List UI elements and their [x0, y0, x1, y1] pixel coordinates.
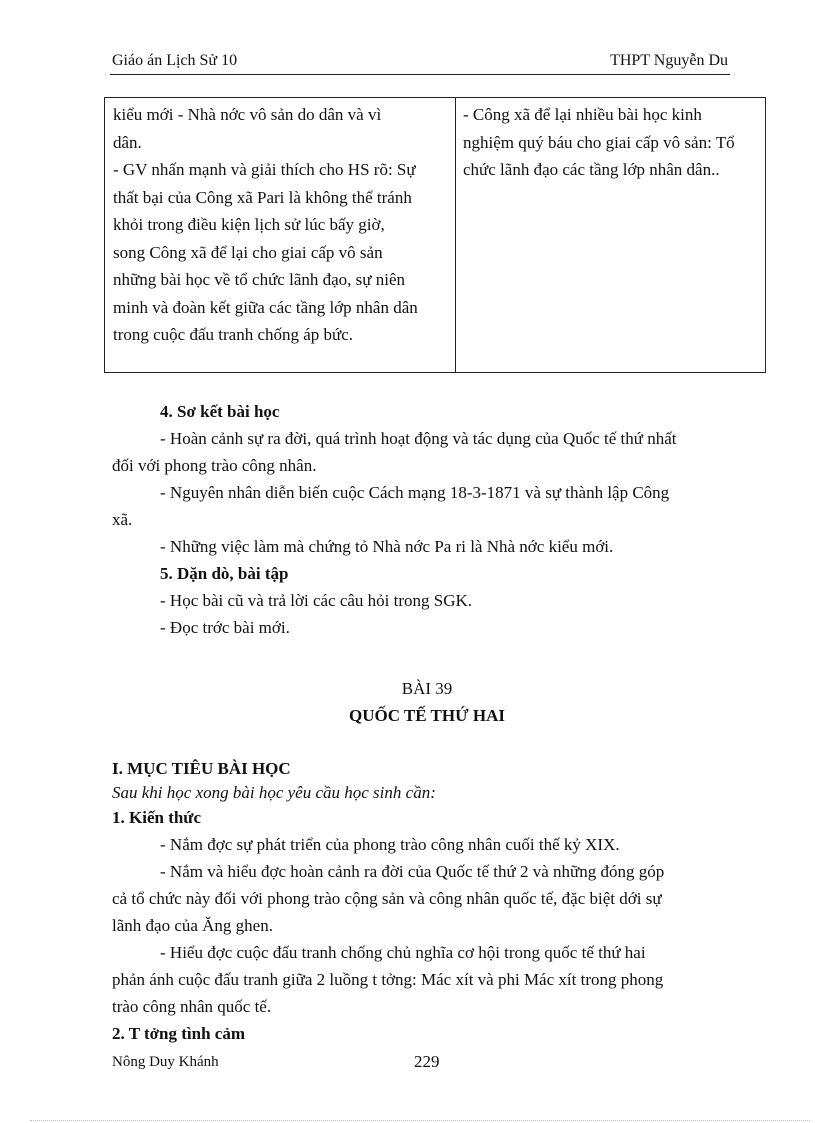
header-school-name: THPT Nguyễn Du: [610, 52, 728, 69]
table-left-line: - GV nhấn mạnh và giải thích cho HS rõ: Sự: [113, 160, 416, 179]
page-footer: [112, 1052, 742, 1076]
knowledge-item-continuation: trào công nhân quốc tế.: [112, 997, 272, 1016]
table-cell-key-knowledge: [463, 101, 759, 184]
table-left-line: trong cuộc đấu tranh chống áp bức.: [113, 325, 354, 344]
knowledge-item: - Hiểu đợc cuộc đấu tranh chống chủ nghĩa cơ hội trong quốc tế thứ hai: [160, 943, 646, 962]
lesson-title: QUỐC TẾ THỨ HAI: [348, 706, 506, 725]
table-right-line: chức lãnh đạo các tầng lớp nhân dân..: [463, 160, 720, 179]
table-left-line: kiểu mới - Nhà nớc vô sản do dân và vì: [113, 105, 382, 124]
table-right-line: - Công xã để lại nhiều bài học kinh: [463, 105, 702, 124]
summary-item: - Những việc làm mà chứng tỏ Nhà nớc Pa ri là Nhà nớc kiểu mới.: [160, 537, 614, 556]
homework-item: - Học bài cũ và trả lời các câu hỏi trong SGK.: [160, 591, 473, 610]
footer-author: Nông Duy Khánh: [112, 1054, 219, 1070]
bottom-dotted-rule: [30, 1120, 810, 1121]
knowledge-item-continuation: lãnh đạo của Ăng ghen.: [112, 916, 273, 935]
table-column-divider: [455, 98, 456, 372]
objectives-intro: Sau khi học xong bài học yêu cầu học sinh cần:: [112, 783, 436, 802]
table-left-line: thất bại của Công xã Pari là không thể tránh: [113, 187, 412, 207]
table-left-line: dân.: [113, 132, 142, 152]
summary-item-continuation: xã.: [112, 510, 133, 529]
summary-item-continuation: đối với phong trào công nhân.: [112, 456, 317, 475]
content-table: [104, 97, 766, 373]
page-header: [110, 48, 730, 75]
section-summary-heading: 4. Sơ kết bài học: [160, 402, 280, 421]
page-number: 229: [414, 1052, 440, 1071]
thought-heading: 2. T tởng tình cảm: [112, 1024, 246, 1043]
table-cell-teacher-activity: [113, 101, 447, 349]
homework-item: - Đọc trớc bài mới.: [160, 618, 290, 637]
lesson-number: BÀI 39: [401, 679, 453, 698]
knowledge-item: - Nắm đợc sự phát triển của phong trào công nhân cuối thế kỷ XIX.: [160, 835, 620, 854]
table-left-line: minh và đoàn kết giữa các tầng lớp nhân dân: [113, 297, 418, 317]
knowledge-heading: 1. Kiến thức: [112, 808, 202, 827]
document-body: [112, 398, 742, 1047]
table-right-line: nghiệm quý báu cho giai cấp vô sản: Tổ: [463, 132, 735, 152]
knowledge-item-continuation: phản ánh cuộc đấu tranh giữa 2 luồng t tởng: Mác xít và phi Mác xít trong phong: [112, 970, 664, 989]
summary-item: - Hoàn cảnh sự ra đời, quá trình hoạt động và tác dụng của Quốc tế thứ nhất: [160, 429, 677, 448]
section-homework-heading: 5. Dặn dò, bài tập: [160, 564, 289, 583]
header-course-title: Giáo án Lịch Sử 10: [112, 52, 238, 69]
objectives-heading: I. MỤC TIÊU BÀI HỌC: [112, 759, 291, 778]
table-left-line: song Công xã để lại cho giai cấp vô sản: [113, 242, 383, 262]
summary-item: - Nguyên nhân diễn biến cuộc Cách mạng 18-3-1871 và sự thành lập Công: [160, 483, 670, 502]
knowledge-item: - Nắm và hiểu đợc hoàn cảnh ra đời của Quốc tế thứ 2 và những đóng góp: [160, 862, 665, 881]
table-left-line: khỏi trong điều kiện lịch sử lúc bấy giờ,: [113, 215, 385, 234]
table-left-line: những bài học về tổ chức lãnh đạo, sự niên: [113, 270, 406, 289]
knowledge-item-continuation: cả tổ chức này đối với phong trào cộng sản và công nhân quốc tế, đặc biệt dới sự: [112, 889, 662, 908]
